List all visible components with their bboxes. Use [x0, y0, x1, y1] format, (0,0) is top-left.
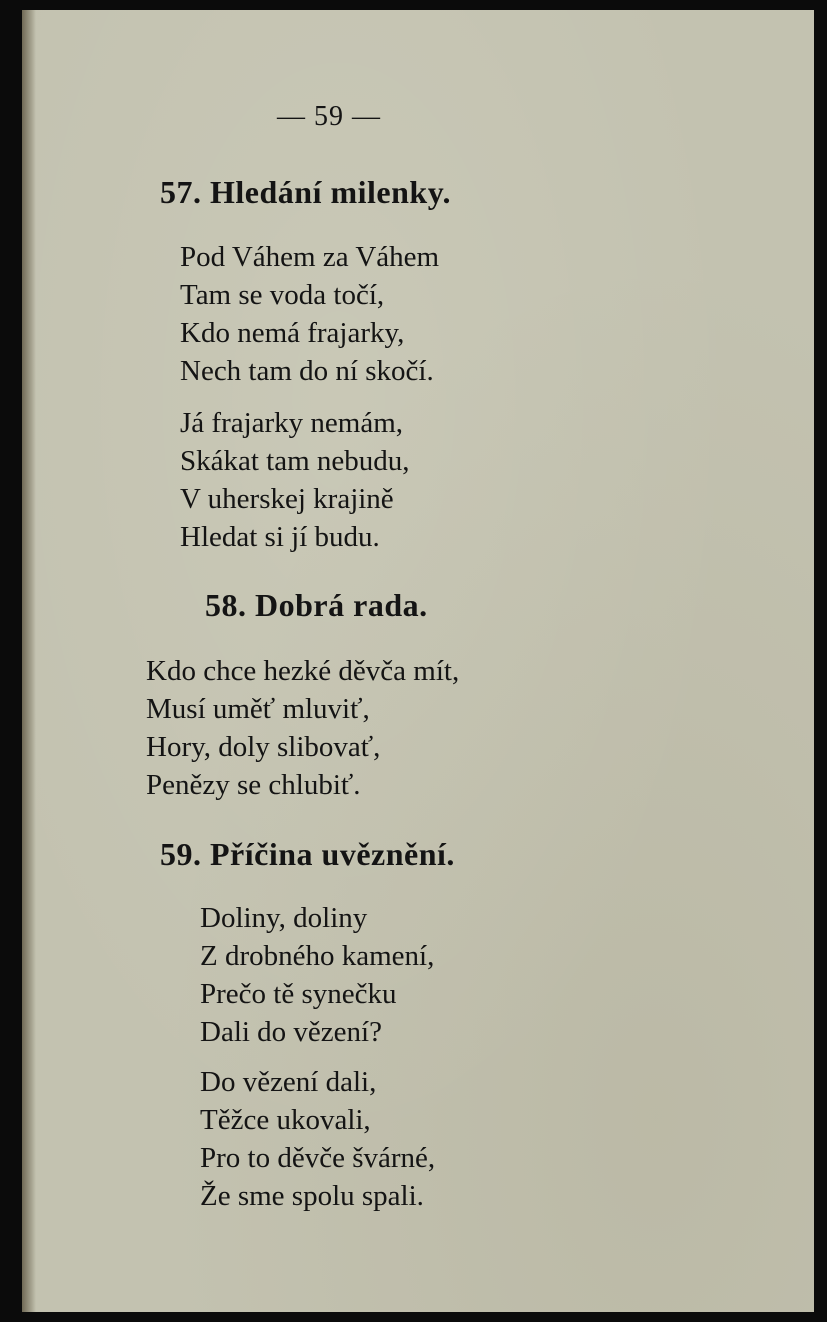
verse-line: Těžce ukovali,	[200, 1104, 371, 1136]
verse-line: Kdo nemá frajarky,	[180, 317, 405, 349]
verse-line: Musí uměť mluviť,	[146, 693, 370, 725]
song-stanza	[200, 899, 434, 1051]
verse-line: V uherskej krajině	[180, 483, 394, 515]
song-heading: 57. Hledání milenky.	[160, 174, 451, 210]
verse-line: Do vězení dali,	[200, 1066, 377, 1098]
page-number: — 59 —	[277, 101, 381, 132]
book-spine-shadow	[22, 10, 36, 1312]
verse-line: Prečo tě synečku	[200, 978, 397, 1010]
verse-line: Já frajarky nemám,	[180, 407, 404, 439]
song-stanza	[200, 1063, 435, 1215]
verse-line: Pro to děvče švárné,	[200, 1142, 436, 1174]
verse-line: Skákat tam nebudu,	[180, 445, 410, 477]
song-stanza	[180, 404, 410, 556]
verse-line: Doliny, doliny	[200, 902, 368, 934]
book-page	[22, 10, 814, 1312]
song-heading: 58. Dobrá rada.	[205, 587, 428, 623]
verse-line: Penězy se chlubiť.	[146, 769, 361, 801]
verse-line: Hory, doly slibovať,	[146, 731, 381, 763]
verse-line: Že sme spolu spali.	[200, 1180, 424, 1212]
song-heading: 59. Příčina uvěznění.	[160, 836, 455, 872]
verse-line: Z drobného kamení,	[200, 940, 435, 972]
verse-line: Dali do vězení?	[200, 1016, 382, 1048]
song-stanza	[146, 652, 459, 804]
verse-line: Kdo chce hezké děvča mít,	[146, 655, 460, 687]
verse-line: Nech tam do ní skočí.	[180, 355, 434, 387]
song-stanza	[180, 238, 439, 390]
verse-line: Pod Váhem za Váhem	[180, 241, 440, 273]
verse-line: Tam se voda točí,	[180, 279, 385, 311]
verse-line: Hledat si jí budu.	[180, 521, 380, 553]
